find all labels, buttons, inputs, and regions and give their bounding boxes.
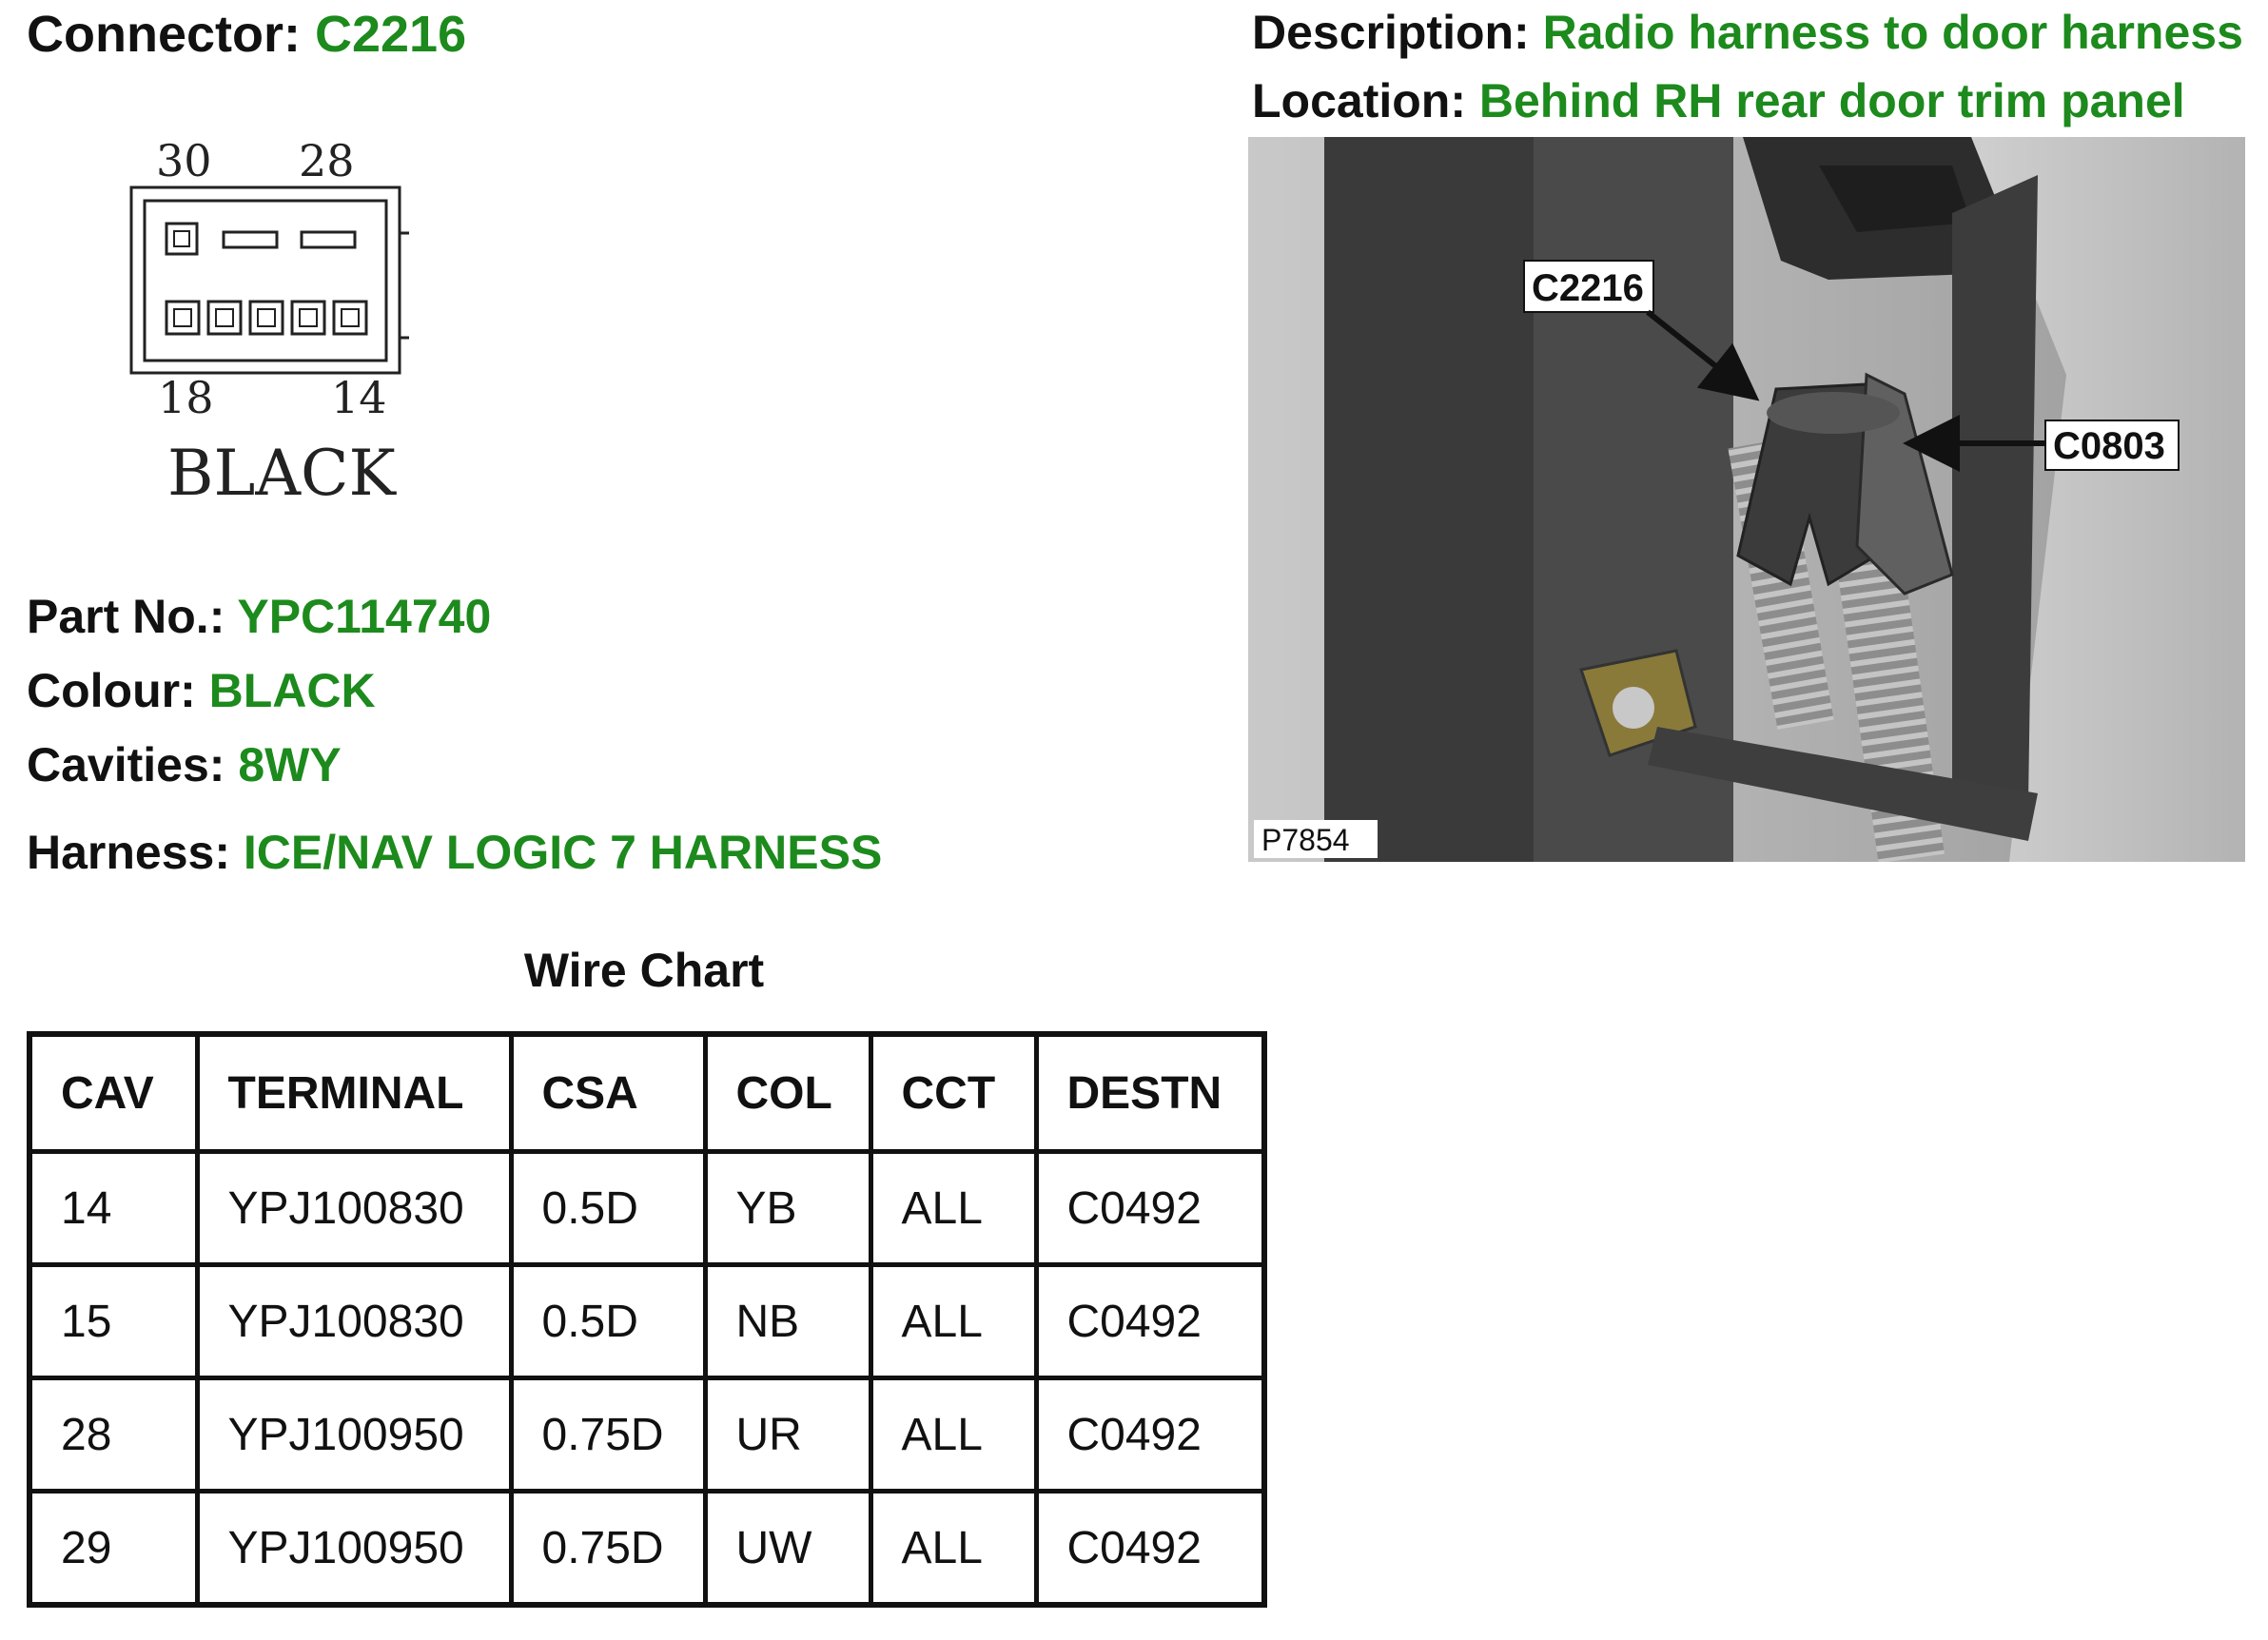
wire-chart-table [27,1031,1267,1608]
part-no-value: YPC114740 [237,590,492,643]
connector-id: C2216 [315,6,467,63]
header-terminal: TERMINAL [197,1034,511,1152]
location-label: Location: [1252,74,1466,127]
cell-col: YB [705,1152,870,1265]
cell-cct: ALL [870,1378,1036,1492]
cell-col: UR [705,1378,870,1492]
cell-cav: 28 [29,1378,197,1492]
cell-destn: C0492 [1036,1152,1264,1265]
diagram-colour-label: BLACK [167,437,396,510]
header-csa: CSA [511,1034,705,1152]
colour-label: Colour: [27,664,196,717]
colour-field [27,662,376,719]
description-label: Description: [1252,6,1530,59]
connector-field [27,6,466,63]
cell-terminal: YPJ100950 [197,1492,511,1606]
colour-value: BLACK [208,664,376,717]
cavity-30 [166,224,197,254]
wire-chart-title: Wire Chart [523,944,765,997]
table-row [29,1492,1264,1606]
part-no-label: Part No.: [27,590,225,643]
callout-c2216: C2216 [1532,267,1644,309]
cavities-field [27,736,342,793]
location-value: Behind RH rear door trim panel [1478,74,2185,127]
pin-label-18: 18 [158,372,214,423]
cell-cct: ALL [870,1265,1036,1378]
part-no-field [27,588,491,645]
harness-value: ICE/NAV LOGIC 7 HARNESS [243,826,883,879]
header-destn: DESTN [1036,1034,1264,1152]
cavities-value: 8WY [238,738,342,791]
location-photo [1248,137,2245,862]
cell-csa: 0.75D [511,1378,705,1492]
connector-face-diagram [114,128,438,528]
callout-c0803: C0803 [2053,425,2165,467]
cell-cav: 14 [29,1152,197,1265]
blank-slot [302,232,355,247]
description-field [1252,4,2243,61]
cell-destn: C0492 [1036,1378,1264,1492]
location-field [1252,72,2185,129]
table-row [29,1152,1264,1265]
cell-cct: ALL [870,1492,1036,1606]
header-col: COL [705,1034,870,1152]
harness-label: Harness: [27,826,230,879]
table-header-row [29,1034,1264,1152]
cell-cav: 29 [29,1492,197,1606]
cell-csa: 0.5D [511,1152,705,1265]
harness-field [27,824,882,881]
blank-slot [224,232,277,247]
cell-csa: 0.75D [511,1492,705,1606]
cell-col: NB [705,1265,870,1378]
cell-terminal: YPJ100950 [197,1378,511,1492]
connector-housing [131,187,400,373]
pin-label-14: 14 [331,372,387,423]
table-row [29,1265,1264,1378]
cell-terminal: YPJ100830 [197,1152,511,1265]
bottom-cavity-row [166,302,366,334]
cell-terminal: YPJ100830 [197,1265,511,1378]
description-value: Radio harness to door harness [1542,6,2243,59]
photo-reference: P7854 [1261,823,1350,857]
pin-label-28: 28 [299,135,355,186]
table-row [29,1378,1264,1492]
cell-cct: ALL [870,1152,1036,1265]
cell-destn: C0492 [1036,1265,1264,1378]
header-cct: CCT [870,1034,1036,1152]
header-cav: CAV [29,1034,197,1152]
cell-cav: 15 [29,1265,197,1378]
cell-csa: 0.5D [511,1265,705,1378]
cell-destn: C0492 [1036,1492,1264,1606]
pin-label-30: 30 [156,135,212,186]
connector-label: Connector: [27,6,301,63]
cavities-label: Cavities: [27,738,225,791]
cell-col: UW [705,1492,870,1606]
